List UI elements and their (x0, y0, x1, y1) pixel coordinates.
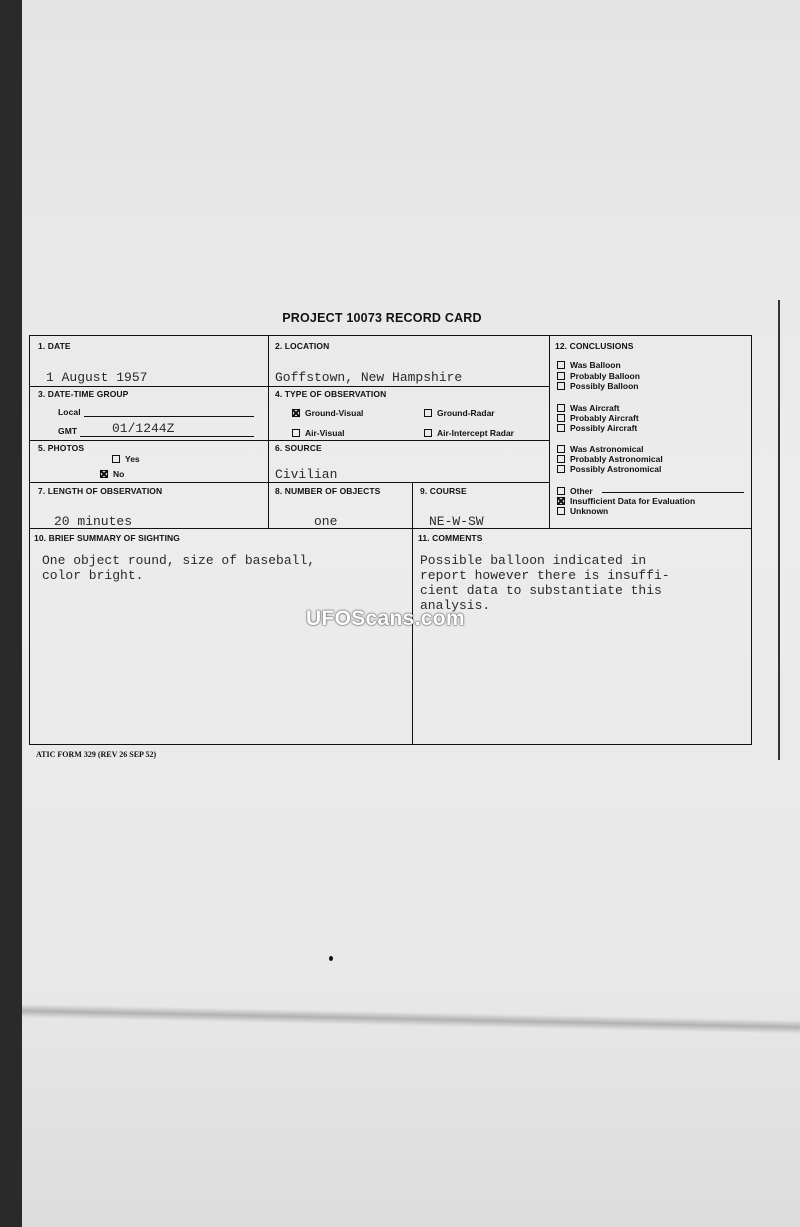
conclusion-option-label: Other (570, 486, 593, 496)
checkbox-icon (557, 414, 565, 422)
checkbox-icon (424, 429, 432, 437)
checkbox-icon (557, 465, 565, 473)
divider-v1 (268, 336, 269, 528)
conclusion-option-label: Probably Balloon (570, 371, 640, 381)
conclusion-option (557, 423, 637, 433)
checkbox-icon (112, 455, 120, 463)
brief-summary-text: One object round, size of baseball, color bright. (42, 553, 316, 583)
conclusion-option (557, 444, 644, 454)
length-of-observation-value: 20 minutes (54, 514, 133, 529)
conclusion-option-label: Was Astronomical (570, 444, 644, 454)
conclusion-option (557, 413, 639, 423)
conclusion-option (557, 454, 663, 464)
number-of-objects-value: one (314, 514, 338, 529)
conclusion-option-label: Was Balloon (570, 360, 621, 370)
conclusion-option (557, 371, 640, 381)
conclusion-option (557, 496, 695, 506)
conclusion-option-label: Unknown (570, 506, 609, 516)
checkbox-icon (557, 487, 565, 495)
conclusion-option (557, 360, 621, 370)
source-value: Civilian (275, 467, 338, 482)
checkbox-checked-icon (292, 409, 300, 417)
photos-label: 5. PHOTOS (38, 443, 85, 453)
comments-label: 11. COMMENTS (418, 533, 483, 543)
location-label: 2. LOCATION (275, 341, 330, 351)
checkbox-icon (557, 361, 565, 369)
course-value: NE-W-SW (429, 514, 484, 529)
date-label: 1. DATE (38, 341, 71, 351)
location-value: Goffstown, New Hampshire (275, 370, 463, 385)
conclusion-option-label: Possibly Astronomical (570, 464, 662, 474)
checkbox-checked-icon (557, 497, 565, 505)
divider-h4 (30, 528, 751, 529)
divider-h2 (30, 440, 549, 441)
checkbox-icon (557, 455, 565, 463)
conclusion-option (557, 464, 661, 474)
conclusion-option-label: Probably Astronomical (570, 454, 663, 464)
checkbox-icon (557, 404, 565, 412)
conclusion-option-label: Insufficient Data for Evaluation (570, 496, 696, 506)
checkbox-icon (424, 409, 432, 417)
comments-text: Possible balloon indicated in report however there is insuffi- cient data to substantiate this analysis. (420, 553, 670, 613)
local-label: Local (58, 407, 81, 417)
checkbox-icon (292, 429, 300, 437)
checkbox-icon (557, 424, 565, 432)
local-underline (84, 416, 254, 417)
watermark: UFOScans.com (306, 607, 465, 630)
divider-h1 (30, 386, 549, 387)
conclusion-option (557, 381, 639, 391)
divider-v3 (549, 336, 550, 528)
paper-edge (778, 300, 780, 760)
gmt-value: 01/1244Z (112, 421, 175, 436)
conclusion-option-label: Possibly Balloon (570, 381, 639, 391)
obs-ground-radar: Ground-Radar (424, 408, 495, 418)
length-of-observation-label: 7. LENGTH OF OBSERVATION (38, 486, 163, 496)
obs-air-intercept-radar: Air-Intercept Radar (424, 428, 514, 438)
conclusion-option (557, 506, 608, 516)
course-label: 9. COURSE (420, 486, 467, 496)
date-time-group-label: 3. DATE-TIME GROUP (38, 389, 129, 399)
record-card (29, 335, 752, 745)
photos-no: No (100, 469, 124, 479)
checkbox-icon (557, 372, 565, 380)
brief-summary-label: 10. BRIEF SUMMARY OF SIGHTING (34, 533, 180, 543)
conclusions-label: 12. CONCLUSIONS (555, 341, 634, 351)
checkbox-icon (557, 382, 565, 390)
divider-h3 (30, 482, 549, 483)
obs-air-visual: Air-Visual (292, 428, 345, 438)
speck (329, 956, 333, 961)
conclusion-option-label: Was Aircraft (570, 403, 620, 413)
form-number: ATIC FORM 329 (REV 26 SEP 52) (36, 750, 157, 759)
obs-ground-visual: Ground-Visual (292, 408, 363, 418)
conclusion-option (557, 486, 593, 496)
number-of-objects-label: 8. NUMBER OF OBJECTS (275, 486, 381, 496)
conclusion-option (557, 403, 619, 413)
conclusion-option-label: Possibly Aircraft (570, 423, 638, 433)
conclusion-option-label: Probably Aircraft (570, 413, 639, 423)
date-value: 1 August 1957 (46, 370, 148, 385)
checkbox-icon (557, 445, 565, 453)
card-title: PROJECT 10073 RECORD CARD (282, 311, 482, 325)
paper-fold-shadow (22, 1004, 800, 1034)
photos-yes: Yes (112, 454, 140, 464)
gmt-underline (80, 436, 254, 437)
source-label: 6. SOURCE (275, 443, 322, 453)
other-underline (602, 492, 744, 493)
gmt-label: GMT (58, 426, 78, 436)
checkbox-icon (557, 507, 565, 515)
type-of-observation-label: 4. TYPE OF OBSERVATION (275, 389, 387, 399)
checkbox-checked-icon (100, 470, 108, 478)
